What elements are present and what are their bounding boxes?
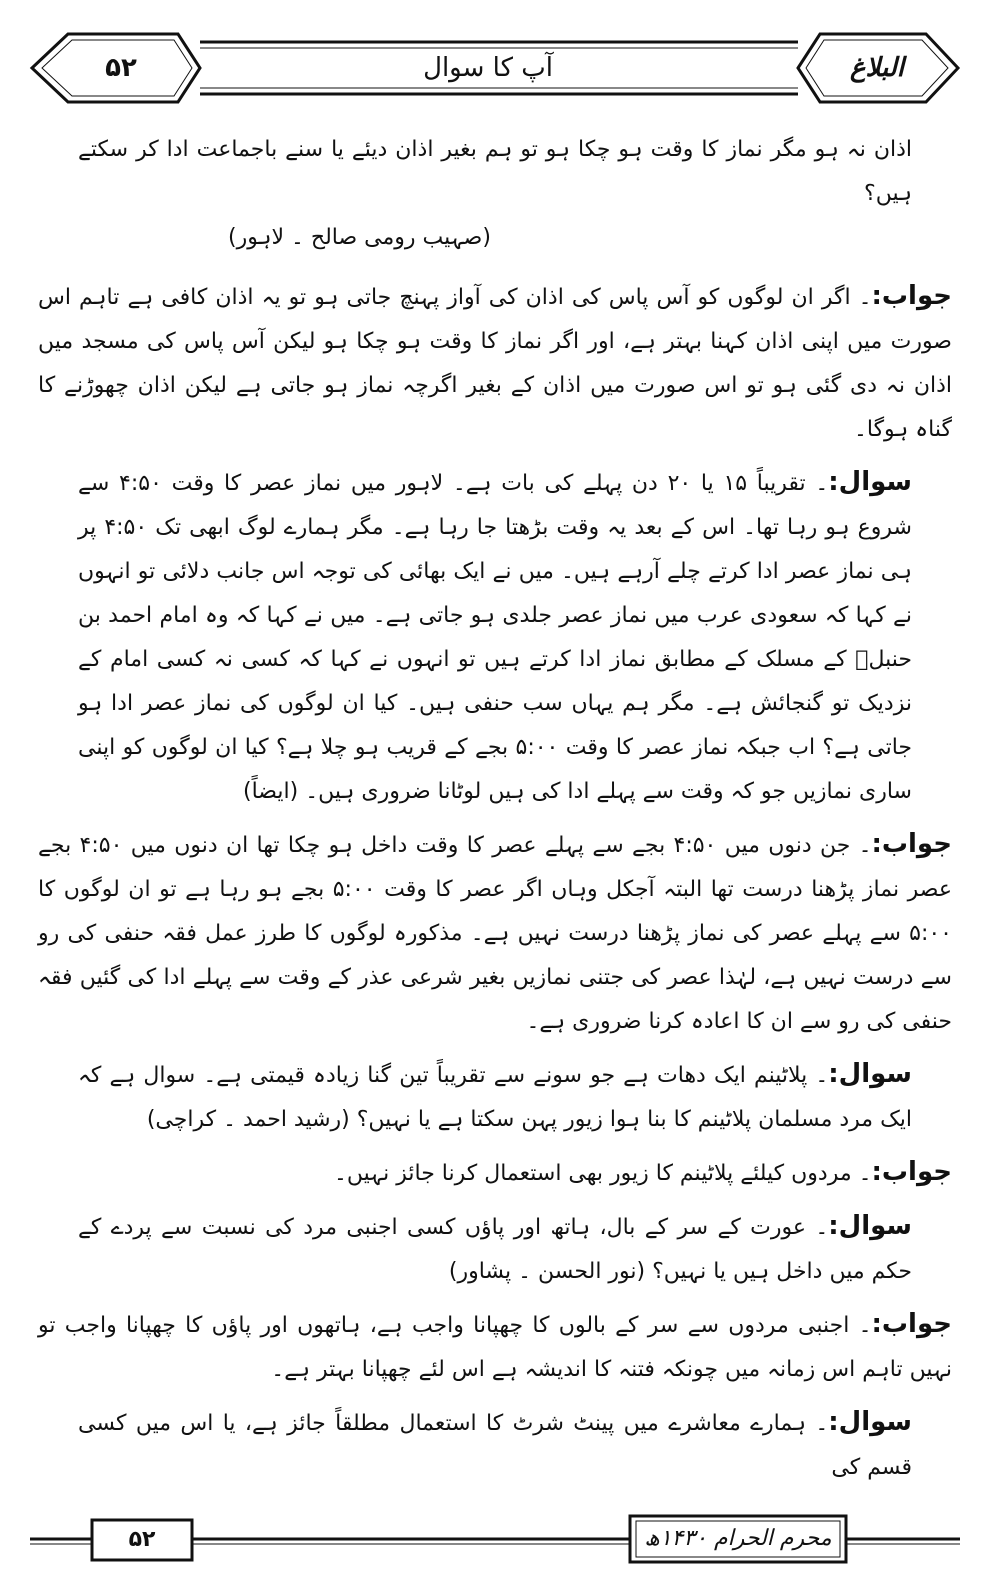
question-text: ۔ پلاٹینم ایک دھات ہے جو سونے سے تقریباً تین گنا زیادہ قیمتی ہے۔ سوال ہے کہ ایک مرد مسلمان پلاٹینم کا بنا ہوا زیور پہن سکتا ہے یا نہیں؟ [78,1063,912,1132]
issue-date: محرم الحرام ۱۴۳۰ھ [644,1526,832,1551]
answer-label: جواب: [871,281,952,311]
answer-label: جواب: [871,829,952,859]
page-footer [30,1508,960,1568]
answer-text: ۔ مردوں کیلئے پلاٹینم کا زیور بھی استعمال کرنا جائز نہیں۔ [333,1161,872,1186]
article-body [38,128,952,1490]
question-label: سوال: [828,1407,912,1437]
intro-question [38,128,952,260]
answer-block [38,1150,952,1196]
footer-page-number: ۵۲ [128,1527,156,1552]
question-block [38,1204,952,1294]
answer-label: جواب: [871,1157,952,1187]
question-block [38,460,952,814]
question-text: ۔ عورت کے سر کے بال، ہاتھ اور پاؤں کسی اجنبی مرد کی نسبت سے پردے کے حکم میں داخل ہیں یا نہیں؟ [78,1215,912,1284]
question-text: ۔ ہمارے معاشرے میں پینٹ شرٹ کا استعمال مطلقاً جائز ہے، یا اس میں کسی قسم کی [78,1411,912,1480]
question-label: سوال: [828,1211,912,1241]
question-block [38,1400,952,1490]
answer-text: ۔ اجنبی مردوں سے سر کے بالوں کا چھپانا واجب ہے، ہاتھوں اور پاؤں کا چھپانا واجب تو نہیں تاہم اس زمانہ میں چونکہ فتنہ کا اندیشہ ہے اس لئے چھپانا بہتر ہے۔ [38,1313,952,1382]
question-text: ۔ تقریباً ۱۵ یا ۲۰ دن پہلے کی بات ہے۔ لاہور میں نماز عصر کا وقت ۴:۵۰ سے شروع ہو رہا تھا۔ اس کے بعد یہ وقت بڑھتا جا رہا ہے۔ مگر ہمارے لوگ ابھی تک ۴:۵۰ پر ہی نماز عصر ادا کرتے چلے آرہے ہیں۔ میں نے ایک بھائی کی توجہ اس جانب دلائی تو انہوں نے کہا کہ سعودی عرب میں نماز عصر جلدی ہو جاتی ہے۔ میں نے کہا کہ وہ امام احمد بن حنبلؒ کے مسلک کے مطابق نماز ادا کرتے ہیں تو انہوں نے کہا کہ کسی نہ کسی امام کے نزدیک تو گنجائش ہے۔ مگر ہم یہاں سب حنفی ہیں۔ کیا ان لوگوں کی نماز عصر ادا ہو جاتی ہے؟ اب جبکہ نماز عصر کا وقت ۵:۰۰ بجے کے قریب ہو چلا ہے؟ کیا ان لوگوں کو اپنی ساری نمازیں جو کہ وقت سے پہلے ادا کی ہیں لوٹانا ضروری ہیں۔ [78,471,912,804]
answer-label: جواب: [871,1309,952,1339]
answer-block [38,1302,952,1392]
header-page-number: ۵۲ [105,53,137,83]
page-header [28,28,962,108]
intro-signature: (صہیب رومی صالح ۔ لاہور) [228,225,491,250]
question-signature: (ایضاً) [243,779,299,804]
magazine-logo: البلاغ [849,53,905,83]
answer-block [38,274,952,452]
answer-text: ۔ جن دنوں میں ۴:۵۰ بجے سے پہلے عصر کا وقت داخل ہو چکا تھا ان دنوں میں ۴:۵۰ بجے عصر نماز پڑھنا درست تھا البتہ آجکل وہاں اگر عصر کا وقت ۵:۰۰ بجے ہو رہا ہے تو ان لوگوں کا ۵:۰۰ سے پہلے عصر کی نماز پڑھنا درست نہیں ہے۔ مذکورہ لوگوں کا طرز عمل فقہ حنفی کی رو سے درست نہیں ہے، لہٰذا عصر کی جتنی نمازیں بغیر شرعی عذر کے وقت سے پہلے ادا کی گئیں فقہ حنفی کی رو سے ان کا اعادہ کرنا ضروری ہے۔ [38,833,952,1034]
question-signature: (رشید احمد ۔ کراچی) [146,1107,350,1132]
intro-question-text: اذان نہ ہو مگر نماز کا وقت ہو چکا ہو تو ہم بغیر اذان دیئے یا سنے باجماعت ادا کر سکتے ہیں؟ [78,137,912,206]
answer-block [38,822,952,1044]
question-label: سوال: [828,467,913,497]
answer-text: ۔ اگر ان لوگوں کو آس پاس کی اذان کی آواز پہنچ جاتی ہو تو یہ اذان کافی ہے تاہم اس صورت میں اپنی اذان کہنا بہتر ہے، اور اگر نماز کا وقت ہو چکا ہو لیکن آس پاس کی مسجد میں اذان نہ دی گئی ہو تو اس صورت میں اذان کے بغیر اگرچہ نماز ہو جاتی ہے لیکن اذان چھوڑنے کا گناہ ہوگا۔ [38,285,952,442]
section-title: آپ کا سوال [423,53,553,83]
question-block [38,1052,952,1142]
question-label: سوال: [828,1059,912,1089]
question-signature: (نور الحسن ۔ پشاور) [448,1259,646,1284]
